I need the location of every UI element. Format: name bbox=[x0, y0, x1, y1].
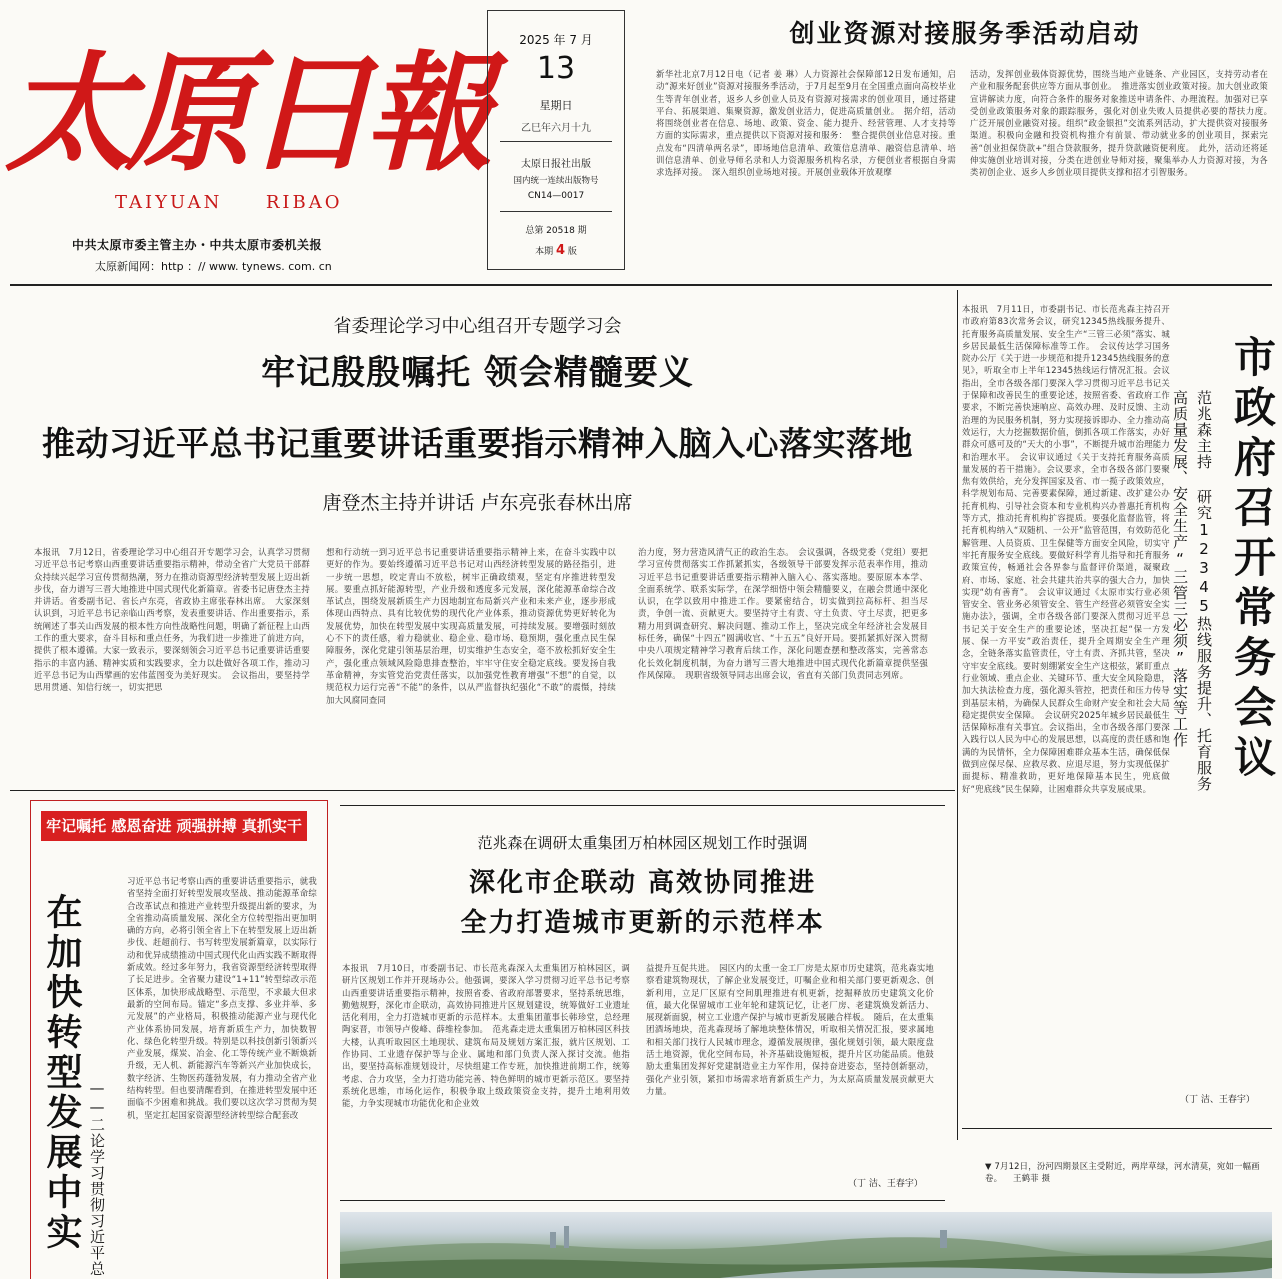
main-bottom-rule bbox=[10, 790, 955, 791]
bottom-story-byline: （丁 洁、王春宇） bbox=[848, 1179, 923, 1189]
main-story-col2: 想和行动统一到习近平总书记重要讲话重要指示精神上来，在奋斗实践中以更好的作为。要始终遵循习近平总书记对山西经济转型发展的路径指引，进一步统一思想，咬定青山不放松，树牢正确政绩观，坚定有序推进转型发展。要重点抓好能源转型，产业升级和透度多元发展，深化能源革命综合改革试点，围绕发展新质生产力因地制宜布局新兴产业和未来产业，逐步形成体现山西特点、具有比较优势的现代化产业体系，推动资源优势更好转化为发展优势，加快在转型发展中实现高质量发展，可持续发展。要增强时刻放心不下的责任感，着力稳就业、稳企业、稳市场、稳预期，强化重点民生保障服务，深化党建引领基层治理，切实维护生态安全，毫不放松抓好安全生产，强化重点领域风险隐患排查整治，牢牢守住安全稳定底线。要发扬自我革命精神，夯实管党治党责任落实，以加强党性教育增强“不想”的自觉，以规范权力运行完善“不能”的条件，以从严监督执纪强化“不敢”的震慑，持续加大风腐同查同 bbox=[326, 547, 616, 705]
top-story-col1: 新华社北京7月12日电（记者 姜 琳）人力资源社会保障部12日发布通知，启动“源来好创业”资源对接服务季活动，于7月起至9月在全国重点面向高校毕业生等青年创业者，返乡人乡创业人员及有资源对接需求的创业项目，通过搭建平台、拓展渠道、集聚资源，激发创业活力，促进高质量创业。 据介绍，活动将围绕创业者在信息、场地、政策、资金、能力提升、经营管理、人才支持等方面的实际需求，重点提供以下资源对接和服务： 整合提供创业信息对接。重点发布“四清单两名录”，即场地信息清单、政策信息清单、融资信息清单、培训信息清单、创业导师名录和人力资源服务机构名录，方便创业者根据自身需求选择对接。 深入组织创业场地对接。开展创业载体开放观摩 bbox=[656, 69, 956, 178]
issue-total: 总第 20518 期 bbox=[525, 226, 587, 236]
photo-caption bbox=[985, 1160, 1275, 1192]
left-column-subhead: ——二论学习贯彻习近平总 bbox=[88, 1079, 106, 1277]
right-story-subhead1: 范兆森主持 研究12345热线服务提升、托育服务 bbox=[1195, 390, 1213, 792]
issue-cn-number: CN14—0017 bbox=[527, 191, 585, 201]
right-story-headline: 市政府召开常务会议 bbox=[1228, 335, 1277, 785]
bottom-story-bottom-rule bbox=[340, 1200, 945, 1201]
main-story-col1: 本报讯 7月12日，省委理论学习中心组召开专题学习会，认真学习贯彻习近平总书记考察山西重要讲话重要指示精神，带动全省广大党员干部群众持续兴起学习宣传贯彻热潮，努力在推动资源型经济转型发展上迈出新步伐，奋力谱写三晋大地推进中国式现代化新篇章。省委书记唐登杰主持并讲话。省委副书记、省长卢东亮，省政协主席张春林出席。 大家深刻认识到，习近平总书记亲临山西考察，发表重要讲话、作出重要指示，系统阐述了事关山西发展的根本性方向性战略性问题，明确了新征程上山西工作的重大要求，奋斗目标和重点任务，为我们进一步推进了前进方向，提供了根本遵循。大家一致表示，要深刻领会习近平总书记重要讲话重要指示的丰富内涵、精神实质和实践要求，全力以赴做好各项工作，推动习近平总书记为山西擘画的宏伟蓝图变为美好现实。 会议指出，要坚持学思用贯通、知信行统一，切实把思 bbox=[34, 547, 310, 693]
issue-weekday: 星期日 bbox=[539, 99, 573, 112]
masthead-pinyin bbox=[115, 192, 365, 213]
bottom-story-top-rule bbox=[340, 805, 945, 806]
main-story-col3: 治力度，努力营造风清气正的政治生态。 会议强调，各级党委（党组）要把学习宣传贯彻落实工作抓紧抓实，各级领导干部要发挥示范表率作用，推动习近平总书记重要讲话重要指示精神入脑入心、落实落地。要原原本本学、全面系统学、联系实际学，在深学细悟中领会精髓要义，在融会贯通中深化认识，在学以致用中推进工作。要紧密结合，切实做到拉高标杆、担当尽责，争创一流、贡献更大。要坚持守土有责、守土负责、守土尽责，把更多精力用到调查研究、解决问题、推动工作上，坚决完成全年经济社会发展目标任务，确保“十四五”圆满收官、“十五五”良好开局。要抓紧抓好深入贯彻中央八项规定精神学习教育后续工作，深化问题查摆和整改落实，完善常态化长效化制度机制，为奋力谱写三晋大地推进中国式现代化新篇章提供坚强作风保障。 现职省级领导同志出席会议，省直有关部门负责同志列席。 bbox=[638, 547, 928, 680]
issue-lunar: 乙巳年六月十九 bbox=[521, 123, 591, 134]
left-column-headline: 在加快转型发展中实 bbox=[41, 893, 83, 1253]
right-col-rule bbox=[957, 290, 958, 1140]
website-line: 太原新闻网：http ：// www. tynews. com. cn bbox=[95, 260, 332, 273]
top-story-headline: 创业资源对接服务季活动启动 bbox=[789, 19, 1141, 48]
masthead-rule bbox=[10, 284, 1272, 286]
bottom-story-headline1: 深化市企联动 高效协同推进 bbox=[468, 868, 817, 898]
landscape-photo bbox=[340, 1212, 1272, 1278]
top-story-col2: 活动，发挥创业载体资源优势，围绕当地产业链条、产业园区，支持劳动者在产业和服务配套供应等方面从事创业。 推进落实创业政策对接。加大创业政策宣讲解读力度，向符合条件的服务对象推送申请条件、办理流程。加强对已享受创业政策服务对象的跟踪服务，强化对创业失败人员提供必要的帮扶力度。 广泛开展创业融资对接。组织“政金银担”交流系列活动，扩大提供资对接服务渠道。积极向金融和投资机构推介有前景、带动就业多的创业项目，探索完善“创业担保贷款+”组合贷款服务，提升贷款融资便利度。 此外，活动还将延伸实施创业培训对接，分类在进创业导师对接，聚集举办人力资源对接，为各类初创企业、返乡人乡创业项目提供支撑和招才引智服务。 bbox=[970, 69, 1277, 178]
issue-cn-label: 国内统一连续出版物号 bbox=[513, 176, 599, 186]
issue-pages-num: 4 bbox=[555, 243, 566, 258]
left-column-body: 习近平总书记考察山西的重要讲话重要指示，就我省坚持全面打好转型发展攻坚战、推动能源革命综合改革试点和推进产业转型升级提出新的要求，为全省推动高质量发展、深化全方位转型指出更加明确的方向，必将引领全省上下在转型发展上迈出新步伐、赶超前行、书写转型发展新篇章，以实际行动和优异成绩推动中国式现代化山西实践不断取得新成效。经过多年努力，我省资源型经济转型取得了长足进步。全省聚力建设“1+11”转型综改示范区体系，加快形成战略型、示范型，不求最大但求最新的空间布局。锚定“多点支撑、多业并举、多元发展”的产业格局，积极推动能源产业与现代化产业体系协同发展，培育新质生产力，加快数智化、绿色化转型升级。特别是以科技创新引领新兴产业发展，煤炭、冶金、化工等传统产业不断焕新升级，无人机、新能源汽车等新兴产业加快成长，数字经济、生物医药蓬勃发展，有力推动全省产业结构转型。但也要清醒看到，在推进转型发展中还面临不少困难和挑战。我们要以这次学习贯彻为契机，坚定扛起国家资源型经济转型综合配套改 bbox=[127, 876, 317, 1120]
masthead bbox=[0, 0, 486, 280]
issue-pages: 本期 4 版 bbox=[535, 243, 577, 258]
right-story-body-cont bbox=[962, 848, 1270, 1088]
main-story-kicker: 省委理论学习中心组召开专题学习会 bbox=[333, 316, 622, 337]
bottom-story-headline2: 全力打造城市更新的示范样本 bbox=[460, 908, 825, 938]
right-story-subhead2: 高质量发展、安全生产“三管三必须”落实等工作 bbox=[1171, 390, 1189, 748]
main-story-subhead: 唐登杰主持并讲话 卢东亮张春林出席 bbox=[322, 492, 633, 514]
pinyin-left: TAIYUAN bbox=[115, 192, 223, 213]
issue-year-month: 2025 年 7 月 bbox=[519, 33, 593, 47]
right-bottom-rule bbox=[962, 1128, 1272, 1129]
sponsor-line: 中共太原市委主管主办・中共太原市委机关报 bbox=[72, 238, 323, 252]
bottom-story-kicker: 范兆森在调研太重集团万柏林园区规划工作时强调 bbox=[477, 834, 808, 852]
right-story-byline: （丁 洁、王春宇） bbox=[1180, 1095, 1255, 1105]
left-column-banner: 牢记嘱托 感恩奋进 顽强拼搏 真抓实干 bbox=[41, 811, 307, 841]
logo-text: 太原日報 bbox=[4, 39, 486, 189]
bottom-story-col1: 本报讯 7月10日，市委副书记、市长范兆森深入太重集团万柏林园区，调研片区规划工作并开现场办公。他强调，要深入学习贯彻习近平总书记考察山西重要讲话重要指示精神，按照省委、省政府部署要求，坚持系统思维，勤勉规野，深化市企联动，高效协同推进片区规划建设，统筹做好工业遗址活化利用，全力打造城市更新的示范样本。太重集团董事长韩珍堂，总经理陶家晋，市领导卢俊峰、薛维栓参加。 范兆森走进太重集团万柏林园区科技大楼，认真听取园区土地现状、建筑布局及规划方案汇报，就片区规划、工作协同、工业遗存保护等与企业、属地和部门负责人深入探讨交流。他指出，要坚持高标准规划设计，尽快组建工作专班，加快推进前期工作，统筹考虑、合力攻坚，全力打造功能完善、特色鲜明的城市更新示范区。要坚持系统化思维，市场化运作，积极争取上级政策资金支持，提升土地利用效能，力争实现城市功能优化和企业效 bbox=[342, 963, 630, 1109]
issue-publisher: 太原日报社出版 bbox=[521, 159, 591, 170]
main-story-headline2: 推动习近平总书记重要讲话重要指示精神入脑入心落实落地 bbox=[42, 424, 913, 463]
issue-day: 13 bbox=[536, 51, 576, 86]
masthead-logo bbox=[4, 8, 486, 193]
left-column-box bbox=[30, 800, 328, 1279]
bottom-story-col2: 益提升互促共进。 园区内的太重一金工厂房是太原市历史建筑，范兆森实地察看建筑物现状，了解企业发展变迁，叮嘱企业和相关部门要更新观念、创新利用，立足厂区原有空间肌理推进有机更新，挖掘释放历史建筑文化价值，最大化保留城市工业年轮和建筑记忆，让老厂房、老建筑焕发新活力、展现新面貌，树立工业遗产保护与城市更新发展融合样板。 随后，在太重集团酒场地块，范兆森现场了解地块整体情况，听取相关情况汇报，要求属地和相关部门找行人民城市理念，遵循发展规律，强化规划引领，最大限度盘活土地资源，优化空间布局，补齐基础设施短板，提升片区功能品质。他鼓励太重集团发挥好党建制造业主力军作用，保持奋进姿态，坚持创新驱动，强化产业引领，紧扣市场需求培育新质生产力，为太原高质量发展贡献更大力量。 bbox=[646, 963, 934, 1096]
photo-caption-text: ▼ 7月12日，汾河四期景区主受附近，两岸草绿，河水清莫，宛如一幅画卷。 bbox=[985, 1161, 1260, 1184]
right-story-body: 本报讯 7月11日，市委副书记、市长范兆森主持召开市政府第83次常务会议，研究12345热线服务提升、托育服务高质量发展、安全生产“三管三必须”落实、城乡居民最低生活保障标准等工作。 会议传达学习国务院办公厅《关于进一步规范和提升12345热线服务的意见》，听取全市上半年12345热线运行情况汇报。会议指出，全市各级各部门要深入学习贯彻习近平总书记关于保障和改善民生的重要论述，按照省委、省政府工作要求，不断完善快速响应、高效办理、及时反馈、主动治理的为民服务机制，努力实现接诉即办、全力推动高效运行，大力挖掘数据价值，倒抓各项工作落实，办好群众可感可及的“天大的小事”，不断提升城市治理能力和治理水平。 会议审议通过《关于支持托育服务高质量发展的若干措施》。会议要求，全市各级各部门要聚焦有效供给，充分发挥国家及省、市一揽子政策效应，科学规划布局、完善要素保障，通过新建、改扩建公办托育机构、引导社会资本和专业机构兴办普惠托育机构等方式，推动托育机构扩容提质。要强化监督监管，将托育机构纳入“双随机、一公开”监管范围，有效防范化解管理、人员资质、卫生保健等方面安全风险，切实守牢托育服务安全底线。要做好科学育儿指导和托育服务政策宣传，畅通社会各界参与监督评价渠道，凝聚政府、市场、家庭、社会共建共治共享的强大合力，加快实现“幼有善育”。 会议审议通过《太原市实行业必须管安全、管业务必须管安全、管生产经营必须管安全实施办法》，强调，全市各级各部门要深入贯彻习近平总书记关于安全生产的重要论述，坚决扛起“保一方发展、保一方平安”政治责任，提升全周期安全生产理念，全链条落实监管责任，守土有责、齐抓共管，坚决守牢安全底线。要时刻绷紧安全生产这根弦，紧盯重点行业领域、重点企业、关键环节、重大安全风险隐患，加大执法检查力度，强化源头管控，把责任和压力传导到基层末梢，为确保人民群众生命财产安全和社会大局稳定提供安全保障。 会议研究2025年城乡居民最低生活保障标准有关事宜。会议指出，全市各级各部门要深入践行以人民为中心的发展思想，以高度的责任感和饱满的为民情怀，全力保障困难群众基本生活，确保低保做到应保尽保、应救尽救、应退尽退，努力实现低保扩面提标、精准救助，更好地保障基本民生，兜底做好“兜底线”民生保障，让困难群众共享发展成果。 bbox=[962, 304, 1170, 794]
pinyin-right: RIBAO bbox=[265, 192, 343, 213]
landscape-photo-image bbox=[340, 1212, 1272, 1278]
photo-credit: 王鹤菲 摄 bbox=[1013, 1173, 1051, 1184]
main-story-headline1: 牢记殷殷嘱托 领会精髓要义 bbox=[261, 353, 694, 393]
issue-box bbox=[487, 10, 625, 270]
